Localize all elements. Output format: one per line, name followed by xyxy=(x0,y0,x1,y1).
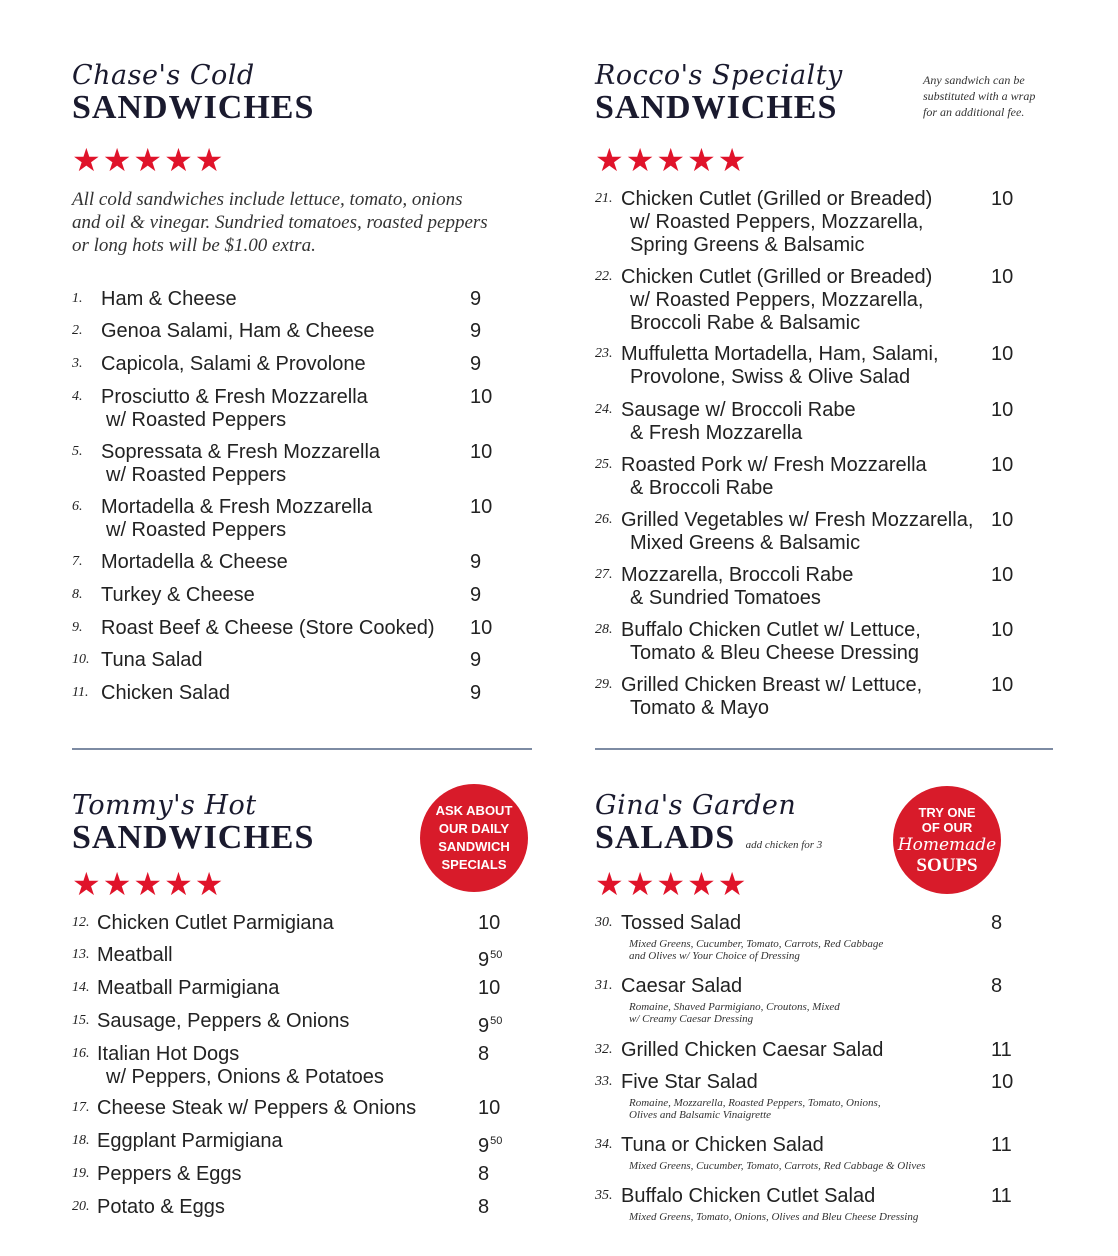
item-price xyxy=(470,320,481,343)
salads-section-script-title: Gina's Garden xyxy=(595,790,797,821)
salads-title-row xyxy=(595,820,822,856)
item-number: 10. xyxy=(72,652,90,667)
item-description: Mixed Greens, Tomato, Onions, Olives and Bleu Cheese Dressing xyxy=(629,1211,919,1223)
item-name: Tuna Salad xyxy=(101,649,203,671)
cold-section-script-title: Chase's Cold xyxy=(72,60,255,91)
item-name: Muffuletta Mortadella, Ham, Salami, xyxy=(621,343,939,365)
item-description: Mixed Greens, Cucumber, Tomato, Carrots, Red Cabbage & Olives xyxy=(629,1160,926,1172)
price-dollars: 10 xyxy=(470,441,493,463)
item-name: Italian Hot Dogs xyxy=(97,1043,240,1065)
price-dollars: 10 xyxy=(991,509,1014,531)
item-name: Sausage w/ Broccoli Rabe xyxy=(621,399,856,421)
item-name: Roasted Pork w/ Fresh Mozzarella xyxy=(621,454,927,476)
item-price xyxy=(991,454,1013,477)
item-number: 26. xyxy=(595,512,613,527)
item-name: Sausage, Peppers & Onions xyxy=(97,1010,350,1032)
item-number: 28. xyxy=(595,622,613,637)
item-price xyxy=(470,649,481,672)
price-dollars: 9 xyxy=(470,320,482,342)
item-price xyxy=(478,977,500,1000)
price-dollars: 10 xyxy=(478,912,501,934)
item-number: 12. xyxy=(72,915,90,930)
item-name: Grilled Chicken Breast w/ Lettuce, xyxy=(621,674,923,696)
item-name: Meatball Parmigiana xyxy=(97,977,280,999)
item-name-continued: & Sundried Tomatoes xyxy=(630,587,821,609)
item-name: Mozzarella, Broccoli Rabe xyxy=(621,564,854,586)
item-number: 16. xyxy=(72,1046,90,1061)
price-dollars: 10 xyxy=(991,454,1014,476)
item-number: 23. xyxy=(595,346,613,361)
price-dollars: 10 xyxy=(991,399,1014,421)
item-number: 7. xyxy=(72,554,83,569)
item-price xyxy=(470,551,481,574)
item-name: Genoa Salami, Ham & Cheese xyxy=(101,320,375,342)
price-dollars: 9 xyxy=(478,949,490,971)
section-divider xyxy=(595,748,1053,750)
item-price xyxy=(991,564,1013,587)
item-number: 5. xyxy=(72,444,83,459)
cold-intro-text: All cold sandwiches include lettuce, tomato, onions and oil & vinegar. Sundried tomatoes, roasted peppers or long hots will be $1.00 extra. xyxy=(72,189,488,256)
item-price xyxy=(991,1185,1012,1208)
item-price xyxy=(478,944,502,972)
price-dollars: 10 xyxy=(991,188,1014,210)
item-price xyxy=(991,266,1013,289)
item-number: 14. xyxy=(72,980,90,995)
item-price xyxy=(991,674,1013,697)
item-number: 21. xyxy=(595,191,613,206)
item-number: 15. xyxy=(72,1013,90,1028)
specialty-section-title: SANDWICHES xyxy=(595,89,838,126)
item-name: Caesar Salad xyxy=(621,975,743,997)
salads-section-title: SALADS xyxy=(595,819,736,856)
item-description: Romaine, Shaved Parmigiano, Croutons, Mixed xyxy=(629,1001,840,1013)
item-number: 1. xyxy=(72,291,83,306)
item-price xyxy=(478,1043,489,1066)
item-price xyxy=(470,682,481,705)
item-name: Roast Beef & Cheese (Store Cooked) xyxy=(101,617,435,639)
item-name-continued: w/ Roasted Peppers xyxy=(106,409,287,431)
price-dollars: 9 xyxy=(470,353,482,375)
item-number: 33. xyxy=(595,1074,613,1089)
item-number: 19. xyxy=(72,1166,90,1181)
item-price xyxy=(470,386,492,409)
item-name: Cheese Steak w/ Peppers & Onions xyxy=(97,1097,417,1119)
item-price xyxy=(991,1071,1013,1094)
salads-stars-rating: ★★★★★ xyxy=(595,866,749,902)
item-description: Romaine, Mozzarella, Roasted Peppers, Tomato, Onions, xyxy=(629,1097,881,1109)
cold-section-title: SANDWICHES xyxy=(72,89,315,126)
price-dollars: 11 xyxy=(991,1185,1012,1207)
item-description: w/ Creamy Caesar Dressing xyxy=(629,1013,754,1025)
item-name: Chicken Cutlet Parmigiana xyxy=(97,912,334,934)
item-price xyxy=(991,975,1002,998)
item-description: Mixed Greens, Cucumber, Tomato, Carrots, Red Cabbage xyxy=(629,938,884,950)
price-dollars: 10 xyxy=(470,386,493,408)
item-number: 17. xyxy=(72,1100,90,1115)
item-name-continued: Tomato & Bleu Cheese Dressing xyxy=(630,642,920,664)
item-number: 6. xyxy=(72,499,83,514)
item-price xyxy=(470,496,492,519)
item-number: 8. xyxy=(72,587,83,602)
price-dollars: 11 xyxy=(991,1134,1012,1156)
price-dollars: 10 xyxy=(991,343,1014,365)
item-number: 27. xyxy=(595,567,613,582)
wrap-substitution-note: Any sandwich can be substituted with a wrap for an additional fee. xyxy=(923,73,1036,119)
item-price xyxy=(991,188,1013,211)
item-number: 2. xyxy=(72,323,83,338)
item-name-continued: w/ Roasted Peppers, Mozzarella, xyxy=(630,211,924,233)
item-name: Chicken Cutlet (Grilled or Breaded) xyxy=(621,266,933,288)
item-name: Grilled Chicken Caesar Salad xyxy=(621,1039,884,1061)
item-name-continued: Tomato & Mayo xyxy=(630,697,769,719)
item-name: Mortadella & Cheese xyxy=(101,551,288,573)
item-name: Buffalo Chicken Cutlet Salad xyxy=(621,1185,876,1207)
item-name-continued: w/ Roasted Peppers, Mozzarella, xyxy=(630,289,924,311)
item-price xyxy=(991,1134,1012,1157)
item-price xyxy=(991,1039,1012,1062)
item-number: 11. xyxy=(72,685,89,700)
price-dollars: 10 xyxy=(991,1071,1014,1093)
price-dollars: 10 xyxy=(991,619,1014,641)
homemade-soups-badge: TRY ONE OF OUR Homemade SOUPS xyxy=(893,786,1001,894)
price-dollars: 10 xyxy=(991,564,1014,586)
salads-section xyxy=(595,792,1055,1232)
item-name: Turkey & Cheese xyxy=(101,584,255,606)
item-price xyxy=(470,353,481,376)
item-price xyxy=(991,509,1013,532)
item-name: Prosciutto & Fresh Mozzarella xyxy=(101,386,368,408)
item-name: Potato & Eggs xyxy=(97,1196,225,1218)
item-price xyxy=(991,912,1002,935)
item-price xyxy=(470,441,492,464)
item-number: 35. xyxy=(595,1188,613,1203)
item-price xyxy=(991,399,1013,422)
item-name: Mortadella & Fresh Mozzarella xyxy=(101,496,373,518)
price-dollars: 8 xyxy=(478,1163,490,1185)
item-description: and Olives w/ Your Choice of Dressing xyxy=(629,950,800,962)
item-number: 25. xyxy=(595,457,613,472)
item-number: 4. xyxy=(72,389,83,404)
price-dollars: 8 xyxy=(991,975,1003,997)
item-name: Buffalo Chicken Cutlet w/ Lettuce, xyxy=(621,619,921,641)
section-divider xyxy=(72,748,532,750)
item-number: 13. xyxy=(72,947,90,962)
item-name: Grilled Vegetables w/ Fresh Mozzarella, xyxy=(621,509,974,531)
item-number: 20. xyxy=(72,1199,90,1214)
price-dollars: 9 xyxy=(478,1135,490,1157)
item-price xyxy=(478,1163,489,1186)
item-name: Peppers & Eggs xyxy=(97,1163,242,1185)
specialty-stars-rating: ★★★★★ xyxy=(595,142,749,178)
item-name: Chicken Cutlet (Grilled or Breaded) xyxy=(621,188,933,210)
price-dollars: 8 xyxy=(478,1196,490,1218)
item-name: Tossed Salad xyxy=(621,912,742,934)
price-dollars: 10 xyxy=(478,977,501,999)
specialty-section-script-title: Rocco's Specialty xyxy=(595,60,843,91)
price-dollars: 9 xyxy=(470,682,482,704)
add-chicken-note: add chicken for 3 xyxy=(745,839,823,851)
price-dollars: 9 xyxy=(478,1015,490,1037)
item-name: Meatball xyxy=(97,944,173,966)
item-description: Olives and Balsamic Vinaigrette xyxy=(629,1109,772,1121)
item-price xyxy=(478,912,500,935)
specialty-sandwiches-section xyxy=(595,62,1055,722)
item-name-continued: & Broccoli Rabe xyxy=(630,477,774,499)
item-name-continued: Broccoli Rabe & Balsamic xyxy=(630,312,861,334)
price-cents: 50 xyxy=(490,949,503,961)
item-number: 24. xyxy=(595,402,613,417)
item-name-continued: Mixed Greens & Balsamic xyxy=(630,532,861,554)
item-name: Ham & Cheese xyxy=(101,288,237,310)
price-dollars: 10 xyxy=(470,496,493,518)
item-number: 3. xyxy=(72,356,83,371)
item-price xyxy=(470,288,481,311)
price-cents: 50 xyxy=(490,1135,503,1147)
price-dollars: 10 xyxy=(991,674,1014,696)
cold-sandwiches-section xyxy=(72,62,532,722)
item-number: 31. xyxy=(595,978,613,993)
item-name: Eggplant Parmigiana xyxy=(97,1130,283,1152)
item-price xyxy=(470,617,492,640)
price-dollars: 8 xyxy=(991,912,1003,934)
price-dollars: 10 xyxy=(991,266,1014,288)
price-dollars: 9 xyxy=(470,551,482,573)
item-name-continued: w/ Peppers, Onions & Potatoes xyxy=(106,1066,384,1088)
item-name: Five Star Salad xyxy=(621,1071,758,1093)
item-number: 34. xyxy=(595,1137,613,1152)
price-dollars: 10 xyxy=(470,617,493,639)
item-name: Sopressata & Fresh Mozzarella xyxy=(101,441,381,463)
item-price xyxy=(991,343,1013,366)
hot-sandwiches-section xyxy=(72,792,532,1232)
price-dollars: 9 xyxy=(470,649,482,671)
item-number: 32. xyxy=(595,1042,613,1057)
daily-specials-badge: ASK ABOUT OUR DAILY SANDWICH SPECIALS xyxy=(420,784,528,892)
item-price xyxy=(478,1130,502,1158)
price-dollars: 9 xyxy=(470,584,482,606)
price-cents: 50 xyxy=(490,1015,503,1027)
price-dollars: 8 xyxy=(478,1043,490,1065)
item-price xyxy=(470,584,481,607)
item-price xyxy=(991,619,1013,642)
price-dollars: 11 xyxy=(991,1039,1012,1061)
hot-section-script-title: Tommy's Hot xyxy=(72,790,257,821)
item-price xyxy=(478,1196,489,1219)
hot-stars-rating: ★★★★★ xyxy=(72,866,226,902)
hot-section-title: SANDWICHES xyxy=(72,819,315,856)
item-name-continued: Provolone, Swiss & Olive Salad xyxy=(630,366,911,388)
price-dollars: 9 xyxy=(470,288,482,310)
item-number: 9. xyxy=(72,620,83,635)
item-name-continued: w/ Roasted Peppers xyxy=(106,519,287,541)
item-name-continued: w/ Roasted Peppers xyxy=(106,464,287,486)
item-name: Tuna or Chicken Salad xyxy=(621,1134,824,1156)
item-number: 30. xyxy=(595,915,613,930)
item-name: Capicola, Salami & Provolone xyxy=(101,353,366,375)
item-name-continued: Spring Greens & Balsamic xyxy=(630,234,865,256)
price-dollars: 10 xyxy=(478,1097,501,1119)
item-number: 18. xyxy=(72,1133,90,1148)
item-name: Chicken Salad xyxy=(101,682,230,704)
item-price xyxy=(478,1010,502,1038)
item-number: 29. xyxy=(595,677,613,692)
cold-stars-rating: ★★★★★ xyxy=(72,142,226,178)
item-name-continued: & Fresh Mozzarella xyxy=(630,422,803,444)
item-price xyxy=(478,1097,500,1120)
item-number: 22. xyxy=(595,269,613,284)
